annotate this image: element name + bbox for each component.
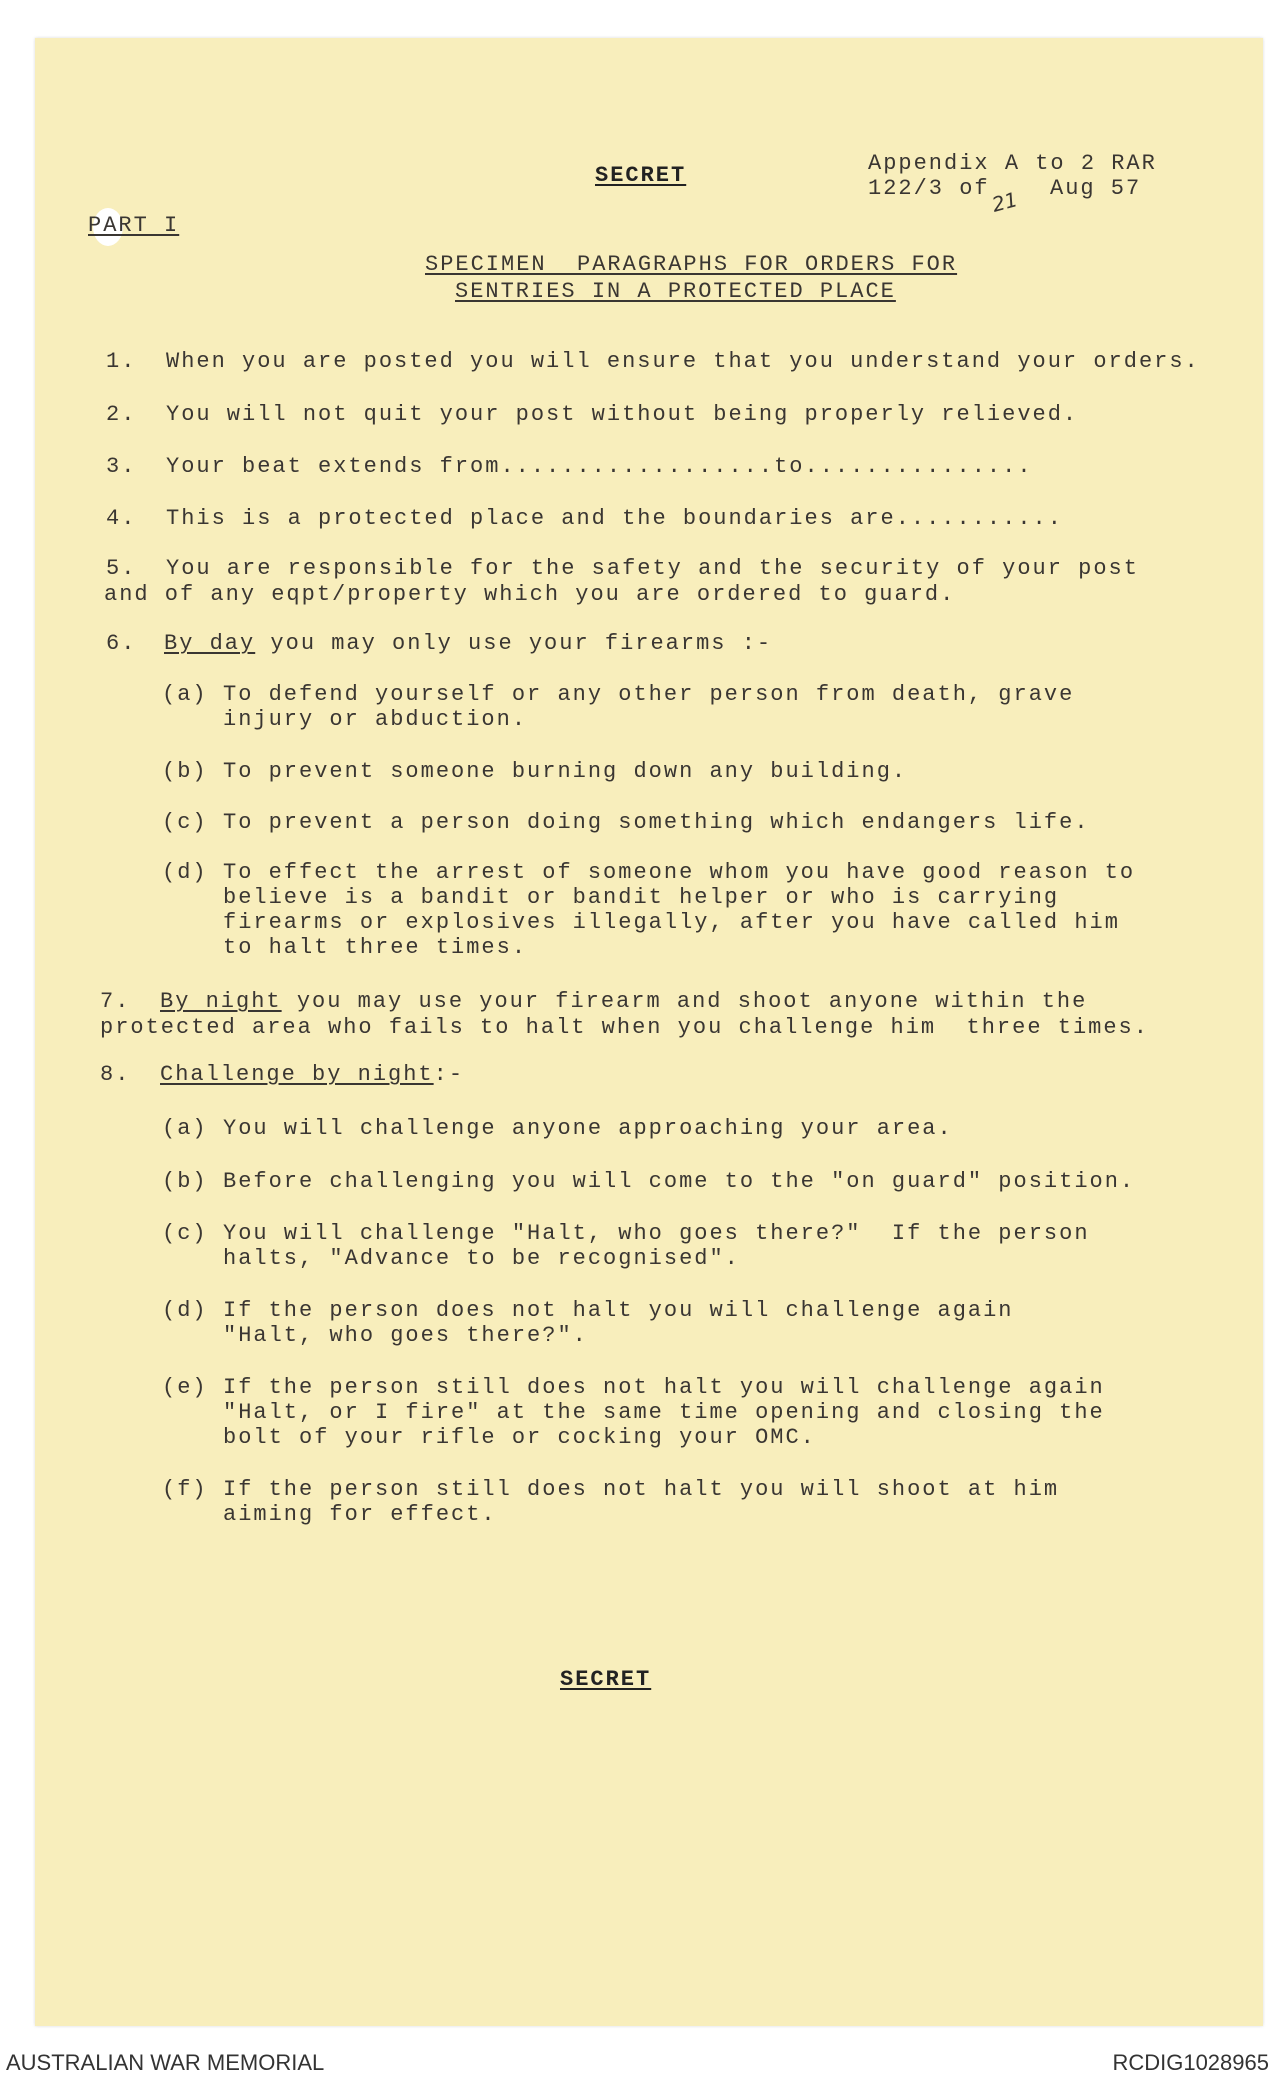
para-text: and of any eqpt/property which you are ordered to guard.: [104, 582, 956, 607]
sub-item-text: To defend yourself or any other person from death, grave: [223, 682, 1075, 707]
appendix-month: Aug 57: [1050, 176, 1142, 201]
para-heading: By day: [164, 631, 256, 656]
sub-item-text: To prevent someone burning down any building.: [223, 759, 908, 784]
classification-bottom: SECRET: [560, 1667, 652, 1692]
sub-item-text: If the person still does not halt you will challenge again: [223, 1375, 1105, 1400]
para-number: 8.: [100, 1062, 131, 1087]
appendix-line1: Appendix A to 2 RAR: [868, 151, 1157, 176]
sub-item-label: (a): [162, 682, 208, 707]
sub-item-label: (b): [162, 1169, 208, 1194]
sub-item-text: To effect the arrest of someone whom you have good reason to: [223, 860, 1136, 885]
sub-item-label: (c): [162, 1221, 208, 1246]
sub-item-text: to halt three times.: [223, 935, 528, 960]
para-number: 7.: [100, 989, 131, 1014]
para-text: You will not quit your post without being properly relieved.: [166, 402, 1079, 427]
sub-item-text: Before challenging you will come to the "on guard" position.: [223, 1169, 1136, 1194]
part-heading: PART I: [88, 213, 180, 238]
title-line2: SENTRIES IN A PROTECTED PLACE: [455, 279, 896, 304]
para-number: 2.: [106, 402, 137, 427]
para-text: you may only use your firearms :-: [255, 631, 773, 656]
sub-item-label: (a): [162, 1116, 208, 1141]
handwritten-day: 21: [989, 187, 1021, 217]
sub-item-text: You will challenge "Halt, who goes there?" If the person: [223, 1221, 1090, 1246]
para-text: :-: [433, 1062, 465, 1087]
sub-item-text: injury or abduction.: [223, 707, 528, 732]
sub-item-text: aiming for effect.: [223, 1502, 497, 1527]
para-text: When you are posted you will ensure that you understand your orders.: [166, 349, 1200, 374]
appendix-line2: 122/3 of: [868, 176, 990, 201]
sub-item-text: halts, "Advance to be recognised".: [223, 1246, 740, 1271]
para-text: Your beat extends from..................to...............: [166, 454, 1033, 479]
sub-item-label: (f): [162, 1477, 208, 1502]
para-text: This is a protected place and the boundaries are...........: [166, 506, 1063, 531]
para-number: 6.: [106, 631, 137, 656]
para-text: protected area who fails to halt when you challenge him three times.: [100, 1015, 1149, 1040]
record-id: RCDIG1028965: [1112, 2050, 1269, 2075]
title-line1: SPECIMEN PARAGRAPHS FOR ORDERS FOR: [425, 252, 958, 277]
sub-item-text: "Halt, or I fire" at the same time opening and closing the: [223, 1400, 1105, 1425]
sub-item-text: You will challenge anyone approaching your area.: [223, 1116, 953, 1141]
para-number: 3.: [106, 454, 137, 479]
para-number: 4.: [106, 506, 137, 531]
sub-item-text: bolt of your rifle or cocking your OMC.: [223, 1425, 816, 1450]
sub-item-label: (d): [162, 860, 208, 885]
sub-item-text: If the person still does not halt you will shoot at him: [223, 1477, 1060, 1502]
para-number: 5.: [106, 556, 137, 581]
para-number: 1.: [106, 349, 137, 374]
para-text: You are responsible for the safety and the security of your post: [166, 556, 1139, 581]
para-heading: By night: [160, 989, 282, 1014]
sub-item-text: firearms or explosives illegally, after you have called him: [223, 910, 1120, 935]
sub-item-text: If the person does not halt you will challenge again: [223, 1298, 1014, 1323]
sub-item-label: (e): [162, 1375, 208, 1400]
archive-credit: AUSTRALIAN WAR MEMORIAL: [6, 2050, 325, 2075]
sub-item-text: To prevent a person doing something which endangers life.: [223, 810, 1090, 835]
sub-item-label: (b): [162, 759, 208, 784]
para-heading: Challenge by night: [160, 1062, 434, 1087]
classification-top: SECRET: [595, 163, 687, 188]
sub-item-label: (d): [162, 1298, 208, 1323]
sub-item-label: (c): [162, 810, 208, 835]
para-text: you may use your firearm and shoot anyone within the: [281, 989, 1088, 1014]
sub-item-text: believe is a bandit or bandit helper or who is carrying: [223, 885, 1060, 910]
sub-item-text: "Halt, who goes there?".: [223, 1323, 588, 1348]
